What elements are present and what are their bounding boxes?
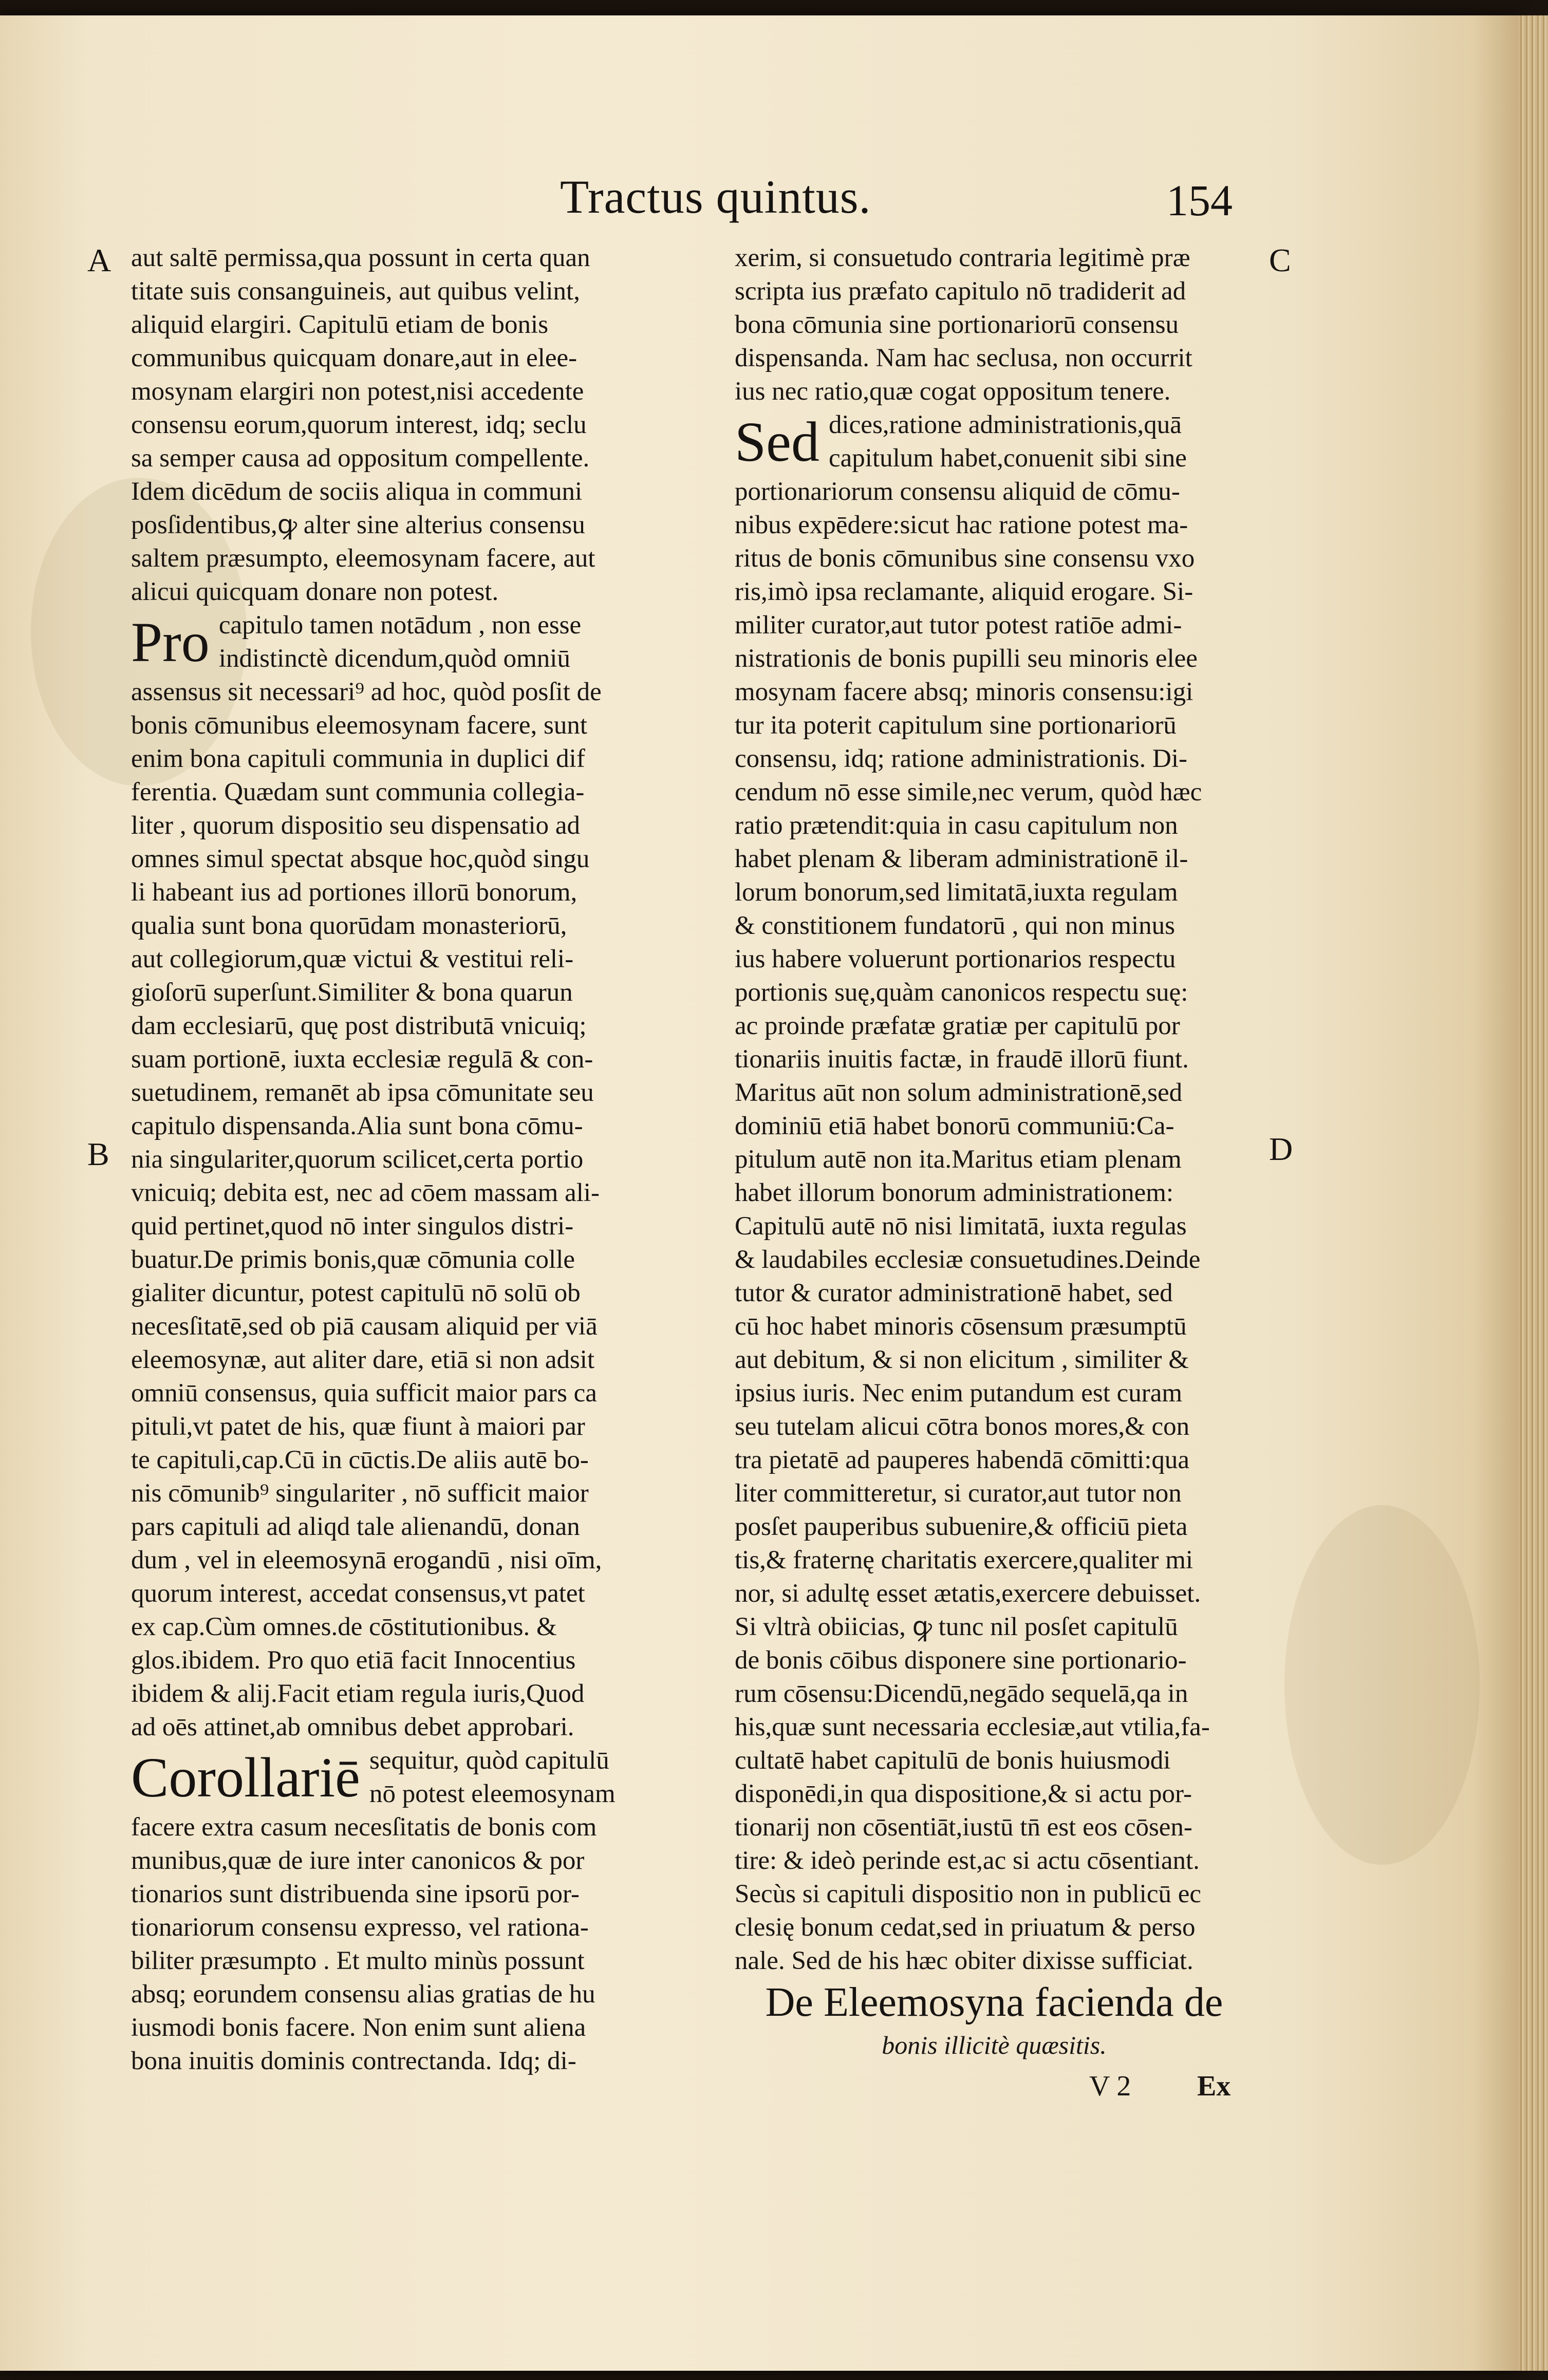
- text-line: ipsius iuris. Nec enim putandum est curam: [735, 1379, 1183, 1408]
- text-line: dum , vel in eleemosynā erogandū , nisi oīm,: [131, 1546, 602, 1575]
- text-line: suam portionē, iuxta ecclesiæ regulā & con-: [131, 1045, 593, 1074]
- text-line: habet plenam & liberam administrationē il-: [735, 845, 1188, 873]
- section-heading: De Eleemosyna facienda de: [765, 1980, 1223, 2025]
- paper-stain: [1284, 1505, 1480, 1865]
- left-initial-block-2: [131, 1744, 683, 1811]
- margin-letter-c: C: [1269, 242, 1291, 278]
- text-line: Maritus aūt non solum administrationē,sed: [735, 1078, 1183, 1107]
- text-line: capitulo dispensanda.Alia sunt bona cōmu-: [131, 1112, 583, 1140]
- text-line: cendum nō esse simile,nec verum, quòd hæc: [735, 778, 1202, 807]
- text-line: nor, si adultę esset ætatis,exercere debuisset.: [735, 1579, 1201, 1608]
- text-line: mosynam facere absq; minoris consensu:igi: [735, 678, 1193, 706]
- left-column: [131, 241, 683, 2078]
- text-line: bona inuitis dominis contrectanda. Idq; di-: [131, 2047, 576, 2075]
- text-line: tionariis inuitis factæ, in fraudē illorū fiunt.: [735, 1045, 1189, 1074]
- initial-word: Pro: [131, 611, 210, 673]
- text-line: omnes simul spectat absque hoc,quòd singu: [131, 845, 590, 873]
- text-line: xerim, si consuetudo contraria legitimè præ: [735, 243, 1190, 272]
- text-line: nale. Sed de his hæc obiter dixisse sufficiat.: [735, 1946, 1193, 1975]
- text-line: gioſorū superſunt.Similiter & bona quarun: [131, 978, 573, 1007]
- text-line: aut saltē permissa,qua possunt in certa quan: [131, 243, 590, 272]
- text-line: li habeant ius ad portiones illorū bonorum,: [131, 878, 577, 907]
- left-paragraph-2: [131, 676, 683, 1744]
- text-line: glos.ibidem. Pro quo etiā facit Innocentius: [131, 1646, 576, 1675]
- text-line: nistrationis de bonis pupilli seu minoris elee: [735, 644, 1198, 673]
- signature-line: [735, 2063, 1254, 2109]
- page-edge-stack: [1518, 15, 1548, 2371]
- text-line: Capitulū autē nō nisi limitatā, iuxta regulas: [735, 1212, 1187, 1241]
- text-line: pars capituli ad aliqd tale alienandū, donan: [131, 1512, 580, 1541]
- text-line: tur ita poterit capitulum sine portionariorū: [735, 711, 1177, 740]
- text-line: aliquid elargiri. Capitulū etiam de bonis: [131, 310, 549, 339]
- text-line: bona cōmunia sine portionariorū consensu: [735, 310, 1179, 339]
- text-line: nibus expēdere:sicut hac ratione potest ma-: [735, 511, 1188, 539]
- text-line: biliter præsumpto . Et multo minùs possunt: [131, 1946, 585, 1975]
- text-line: buatur.De primis bonis,quæ cōmunia colle: [131, 1245, 575, 1274]
- text-line: seu tutelam alicui cōtra bonos mores,& con: [735, 1412, 1190, 1441]
- text-line: dispensanda. Nam hac seclusa, non occurrit: [735, 344, 1192, 372]
- text-line: ratio prætendit:quia in casu capitulum non: [735, 811, 1178, 840]
- text-line: iusmodi bonis facere. Non enim sunt aliena: [131, 2013, 586, 2042]
- book-page: [0, 15, 1518, 2371]
- text-line: ius habere voluerunt portionarios respectu: [735, 945, 1176, 973]
- text-line: tutor & curator administrationē habet, sed: [735, 1279, 1173, 1307]
- text-line: nia singulariter,quorum scilicet,certa portio: [131, 1145, 584, 1174]
- text-line: Idem dicēdum de sociis aliqua in communi: [131, 477, 583, 506]
- text-line: communibus quicquam donare,aut in elee-: [131, 344, 577, 372]
- text-line: ad oēs attinet,ab omnibus debet approbari.: [131, 1713, 574, 1741]
- text-line: ius nec ratio,quæ cogat oppositum tenere.: [735, 377, 1171, 406]
- text-line: saltem præsumpto, eleemosynam facere, aut: [131, 544, 595, 573]
- text-line: Secùs si capituli dispositio non in publicū ec: [735, 1880, 1201, 1908]
- text-line: bonis cōmunibus eleemosynam facere, sunt: [131, 711, 588, 740]
- text-line: dices,ratione administrationis,quā: [829, 410, 1182, 439]
- text-line: rum cōsensu:Dicendū,negādo sequelā,qa in: [735, 1679, 1188, 1708]
- text-line: ritus de bonis cōmunibus sine consensu vxo: [735, 544, 1195, 573]
- running-title: Tractus quintus.: [560, 171, 871, 223]
- text-line: cū hoc habet minoris cōsensum præsumptū: [735, 1312, 1187, 1341]
- text-line: dam ecclesiarū, quę post distributā vnicuiq;: [131, 1011, 587, 1040]
- text-line: de bonis cōibus disponere sine portionario-: [735, 1646, 1187, 1675]
- text-line: nō potest eleemosynam: [369, 1779, 616, 1808]
- folio-number: 154: [1166, 176, 1233, 225]
- text-line: his,quæ sunt necessaria ecclesiæ,aut vtilia,fa-: [735, 1713, 1210, 1741]
- text-line: assensus sit necessari⁹ ad hoc, quòd posſit de: [131, 678, 602, 706]
- left-paragraph-1: [131, 241, 683, 609]
- section-subheading: bonis illicitè quæsitis.: [882, 2031, 1107, 2059]
- signature-mark: V 2: [1089, 2070, 1131, 2102]
- catchword: Ex: [1197, 2070, 1231, 2102]
- text-line: mosynam elargiri non potest,nisi accedente: [131, 377, 584, 406]
- right-paragraph-1: [735, 241, 1254, 408]
- text-line: dominiū etiā habet bonorū communiū:Ca-: [735, 1112, 1174, 1140]
- text-line: & constitionem fundatorū , qui non minus: [735, 911, 1176, 940]
- margin-letter-a: A: [87, 242, 111, 278]
- text-line: sa semper causa ad oppositum compellente.: [131, 444, 590, 473]
- text-line: portionis suę,quàm canonicos respectu suę:: [735, 978, 1188, 1007]
- text-line: ex cap.Cùm omnes.de cōstitutionibus. &: [131, 1613, 557, 1641]
- margin-letter-d: D: [1269, 1131, 1293, 1167]
- text-line: scripta ius præfato capitulo nō tradiderit ad: [735, 277, 1186, 306]
- text-line: tra pietatē ad pauperes habendā cōmitti:qua: [735, 1446, 1190, 1474]
- text-line: facere extra casum necesſitatis de bonis com: [131, 1813, 597, 1842]
- text-line: capitulum habet,conuenit sibi sine: [829, 444, 1187, 473]
- text-line: ferentia. Quædam sunt communia collegia-: [131, 778, 585, 807]
- text-line: Si vltrà obiicias, ꝙ tunc nil posſet capitulū: [735, 1613, 1178, 1641]
- text-line: portionariorum consensu aliquid de cōmu-: [735, 477, 1180, 506]
- text-line: eleemosynæ, aut aliter dare, etiā si non adsit: [131, 1345, 595, 1374]
- text-line: ac proinde præfatæ gratiæ per capitulū por: [735, 1011, 1180, 1040]
- text-line: necesſitatē,sed ob piā causam aliquid per viā: [131, 1312, 598, 1341]
- text-line: disponēdi,in qua dispositione,& si actu por-: [735, 1779, 1192, 1808]
- text-line: gialiter dicuntur, potest capitulū nō solū ob: [131, 1279, 581, 1307]
- text-line: pituli,vt patet de his, quæ fiunt à maiori par: [131, 1412, 585, 1441]
- text-line: ibidem & alij.Facit etiam regula iuris,Quod: [131, 1679, 585, 1708]
- text-line: aut collegiorum,quæ victui & vestitui reli-: [131, 945, 574, 973]
- margin-letter-b: B: [87, 1136, 109, 1172]
- text-line: alicui quicquam donare non potest.: [131, 577, 499, 606]
- text-line: tionarios sunt distribuenda sine ipsorū por-: [131, 1880, 580, 1908]
- text-line: liter committeretur, si curator,aut tutor non: [735, 1479, 1182, 1508]
- page-header: [0, 170, 1518, 231]
- text-line: cultatē habet capitulū de bonis huiusmodi: [735, 1746, 1171, 1775]
- text-line: munibus,quæ de iure inter canonicos & por: [131, 1846, 585, 1875]
- text-line: vnicuiq; debita est, nec ad cōem massam ali-: [131, 1178, 600, 1207]
- initial-word: Corollariē: [131, 1746, 360, 1809]
- text-line: enim bona capituli communia in duplici dif: [131, 744, 585, 773]
- text-line: indistinctè dicendum,quòd omniū: [218, 644, 570, 673]
- text-line: absq; eorundem consensu alias gratias de hu: [131, 1980, 595, 2009]
- text-line: capitulo tamen notādum , non esse: [218, 611, 582, 640]
- text-line: omniū consensus, quia sufficit maior pars ca: [131, 1379, 597, 1408]
- text-line: tis,& fraternę charitatis exercere,qualiter mi: [735, 1546, 1193, 1575]
- text-line: aut debitum, & si non elicitum , similiter &: [735, 1345, 1189, 1374]
- left-initial-block-1: [131, 609, 683, 676]
- text-line: qualia sunt bona quorūdam monasteriorū,: [131, 911, 567, 940]
- text-line: quid pertinet,quod nō inter singulos distri-: [131, 1212, 574, 1241]
- right-initial-block: [735, 408, 1254, 475]
- right-column: [735, 241, 1254, 2109]
- text-line: pitulum autē non ita.Maritus etiam plenam: [735, 1145, 1182, 1174]
- text-line: posſidentibus,ꝙ alter sine alterius consensu: [131, 511, 585, 539]
- text-line: & laudabiles ecclesiæ consuetudines.Deinde: [735, 1245, 1201, 1274]
- initial-word: Sed: [735, 410, 819, 473]
- right-paragraph-2: [735, 475, 1254, 1978]
- text-line: clesię bonum cedat,sed in priuatum & perso: [735, 1913, 1196, 1942]
- text-line: habet illorum bonorum administrationem:: [735, 1178, 1174, 1207]
- text-line: ris,imò ipsa reclamante, aliquid erogare. Si-: [735, 577, 1193, 606]
- text-line: suetudinem, remanēt ab ipsa cōmunitate seu: [131, 1078, 594, 1107]
- text-line: consensu eorum,quorum interest, idq; seclu: [131, 410, 587, 439]
- text-line: posſet pauperibus subuenire,& officiū pieta: [735, 1512, 1188, 1541]
- text-line: te capituli,cap.Cū in cūctis.De aliis autē bo-: [131, 1446, 589, 1474]
- text-line: tire: & ideò perinde est,ac si actu cōsentiant.: [735, 1846, 1200, 1875]
- text-line: nis cōmunib⁹ singulariter , nō sufficit maior: [131, 1479, 589, 1508]
- text-line: quorum interest, accedat consensus,vt patet: [131, 1579, 585, 1608]
- text-line: lorum bonorum,sed limitatā,iuxta regulam: [735, 878, 1178, 907]
- text-line: liter , quorum dispositio seu dispensatio ad: [131, 811, 580, 840]
- text-line: tionarij non cōsentiāt,iustū tn̄ est eos cōsen-: [735, 1813, 1192, 1842]
- text-line: titate suis consanguineis, aut quibus velint,: [131, 277, 580, 306]
- text-line: sequitur, quòd capitulū: [369, 1746, 609, 1775]
- text-line: militer curator,aut tutor potest ratiōe admi-: [735, 611, 1182, 640]
- text-line: consensu, idq; ratione administrationis. Di-: [735, 744, 1188, 773]
- left-paragraph-3: [131, 1811, 683, 2078]
- text-line: tionariorum consensu expresso, vel rationa-: [131, 1913, 589, 1942]
